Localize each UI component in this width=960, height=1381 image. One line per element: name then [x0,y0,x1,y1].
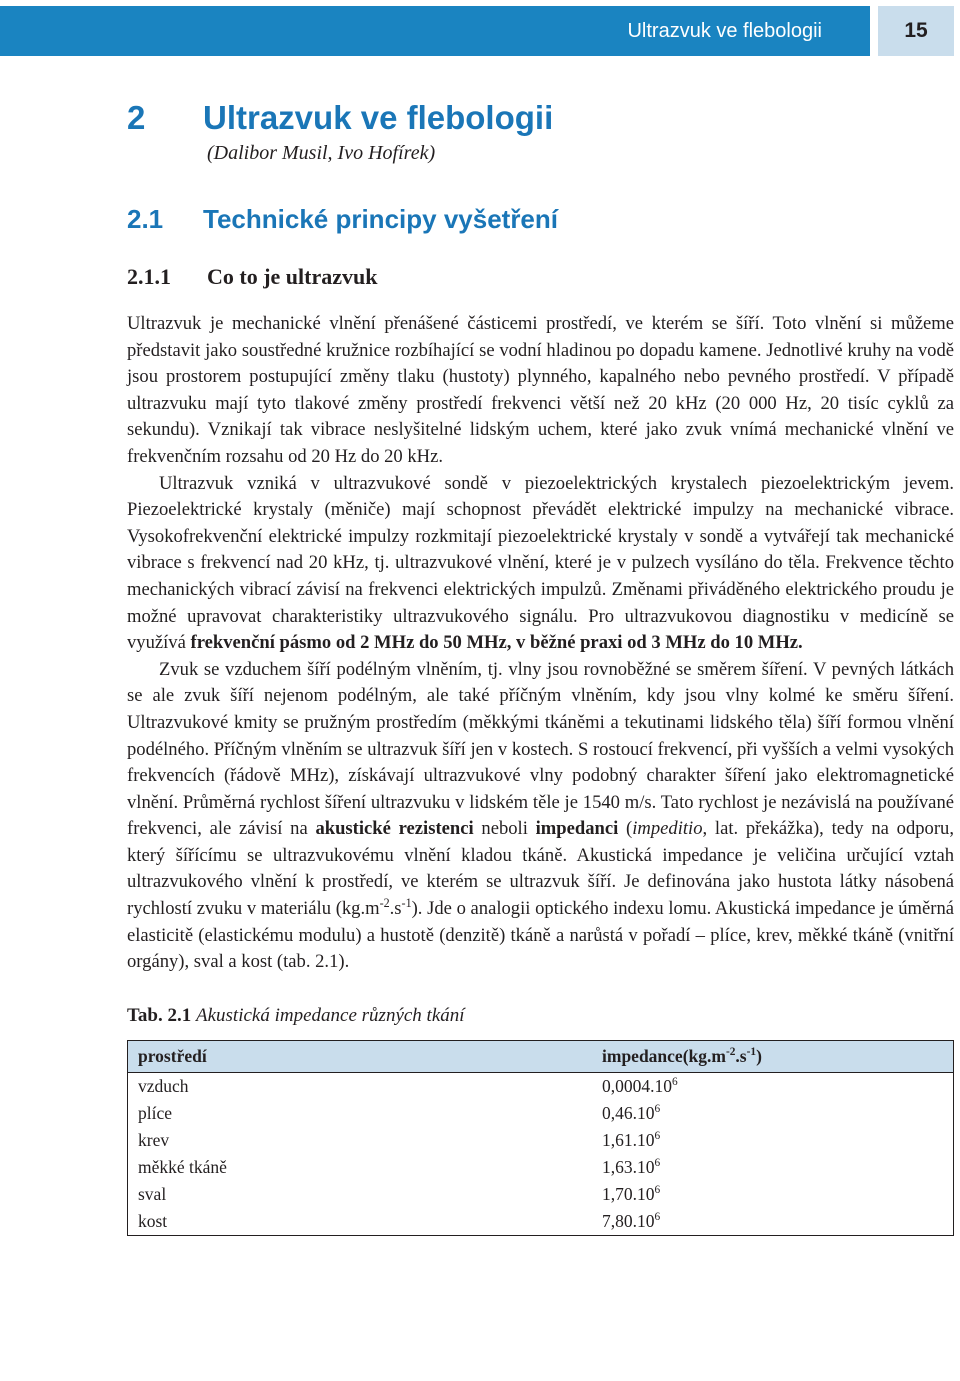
cell-impedance-value: 0,0004.10 [602,1075,672,1096]
impedance-header-exp-2: -1 [746,1046,757,1059]
cell-impedance-exp: 6 [654,1211,661,1224]
unit-exponent-1: -2 [379,895,390,910]
paragraph-3-text-d: , lat. překážka), tedy na odporu, který šířícímu se ultrazvukovému vlnění kladou tkáně. Akustická impedance je veličina určující vztah ultrazvukového vlnění k prostředí, ve kterém se ultrazvuk šíří. Je definována jako hustota látky násobená rychlostí zvuku v materiálu (kg.m [127,818,954,920]
paragraph-3-text-a: Zvuk se vzduchem šíří podélným vlněním, tj. vlny jsou rovnoběžné se směrem šíření. V pevných látkách se ale zvuk šíří nejenom podélným, ale také příčným vlněním, kdy jsou vlny kolmé ke směru šíření. Ultrazvukové kmity se pružným prostředím (měkkými tkáněmi a tekutinami lidského těla) šíří formou vlnění podélného. Příčným vlněním se ultrazvuk šíří jen v kostech. S rostoucí frekvencí, při vyšších a velmi vysokých frekvencích (řádově MHz), získávají ultrazvukové vlny podobný charakter šíření jako elektromagnetické vlnění. Průměrná rychlost šíření ultrazvuku v lidském těle je 1540 m/s. Tato rychlost je nezávislá na používané frekvenci, ale závisí na [127,658,954,840]
term-acoustic-resistance: akustické rezistenci [315,818,474,840]
body-text [127,311,954,976]
paragraph-3-text-b: neboli [473,818,536,840]
paragraph-3 [127,657,954,976]
column-header-impedance [592,1040,954,1072]
cell-impedance [592,1100,954,1127]
cell-medium: měkké tkáně [128,1154,593,1181]
table-caption-label: Tab. 2.1 [127,1004,192,1026]
cell-impedance-exp: 6 [654,1130,661,1143]
impedance-header-end: ) [756,1045,762,1066]
paragraph-3-text-f: ). Jde o analogii optického indexu lomu. Akustická impedance je úměrná elasticitě (elastickému modulu) a hustotě (denzitě) tkáně a narůstá v pořadí – plíce, krev, měkké tkáně (vnitřní orgány), sval a kost (tab. 2.1). [127,898,954,973]
section-title-text: Technické principy vyšetření [203,204,558,234]
page-content [127,96,954,1236]
cell-impedance [592,1208,954,1236]
chapter-title [127,96,954,140]
table-row [128,1154,954,1181]
chapter-title-text: Ultrazvuk ve flebologii [203,99,554,136]
page-number: 15 [878,6,954,56]
term-impedance: impedanci [535,818,619,840]
cell-impedance-value: 1,63.10 [602,1156,655,1177]
table-header-row [128,1040,954,1072]
table-row [128,1181,954,1208]
table-caption-text: Akustická impedance různých tkání [196,1004,465,1026]
impedance-header-mid: .s [735,1045,747,1066]
subsection-title-text: Co to je ultrazvuk [207,264,378,289]
unit-exponent-2: -1 [401,895,412,910]
section-title [127,202,954,236]
cell-medium: plíce [128,1100,593,1127]
cell-medium: krev [128,1127,593,1154]
chapter-number: 2 [127,99,146,136]
section-number: 2.1 [127,204,164,234]
cell-impedance [592,1154,954,1181]
cell-impedance-value: 1,61.10 [602,1129,655,1150]
cell-impedance-exp: 6 [654,1184,661,1197]
subsection-title [127,262,954,292]
table-row [128,1208,954,1236]
impedance-header-text: impedance(kg.m [602,1045,726,1066]
impedance-header-exp-1: -2 [725,1046,736,1059]
cell-impedance-exp: 6 [654,1103,661,1116]
cell-medium: sval [128,1181,593,1208]
cell-medium: kost [128,1208,593,1236]
cell-medium: vzduch [128,1072,593,1100]
cell-impedance-exp: 6 [672,1076,678,1089]
cell-impedance-value: 0,46.10 [602,1102,655,1123]
cell-impedance-exp: 6 [654,1157,661,1170]
table-row [128,1100,954,1127]
paragraph-2 [127,471,954,657]
table-row [128,1127,954,1154]
subsection-number: 2.1.1 [127,264,171,289]
cell-impedance [592,1181,954,1208]
cell-impedance [592,1072,954,1100]
cell-impedance-value: 1,70.10 [602,1183,655,1204]
chapter-authors: (Dalibor Musil, Ivo Hofírek) [207,142,436,164]
paragraph-2-text: Ultrazvuk vzniká v ultrazvukové sondě v piezoelektrických krystalech piezoelektrickým jevem. Piezoelektrické krystaly (měniče) mají schopnost převádět elektrické impulzy na mechanické vibrace. Vysokofrekvenční elektrické impulzy rozkmitají piezoelektrické krystaly v sondě a vytvářejí tak mechanické vibrace s frekvencí nad 20 kHz, tj. ultrazvukové vlnění, které je v pulzech vysíláno do těla. Frekvence těchto mechanických vibrací závisí na frekvenci elektrických impulzů. Změnami přiváděného elektrického proudu je možné upravovat charakteristiky ultrazvukového signálu. Pro ultrazvukovou diagnostiku v medicíně se využívá [127,472,954,654]
running-header [0,6,870,56]
impedance-table [127,1040,954,1236]
table-row [128,1072,954,1100]
column-header-medium: prostředí [128,1040,593,1072]
paragraph-3-text-c: ( [618,818,633,840]
cell-impedance-value: 7,80.10 [602,1210,655,1231]
paragraph-3-text-e: .s [389,898,402,920]
cell-impedance [592,1127,954,1154]
table-caption [127,1002,954,1030]
running-title: Ultrazvuk ve flebologii [627,19,822,42]
term-impeditio: impeditio [632,818,703,840]
paragraph-1: Ultrazvuk je mechanické vlnění přenášené částicemi prostředí, ve kterém se šíří. Toto vlnění si můžeme představit jako soustředné kružnice rozbíhající se vodní hladinou po dopadu kamene. Jednotlivé kruhy na vodě jsou prostorem postupující změny tlaku (hustoty) plynného, kapalného nebo pevného prostředí. V případě ultrazvuku mají tyto tlakové změny prostředí frekvenci větší než 20 kHz (20 000 Hz, 20 tisíc cyklů za sekundu). Vznikají tak vibrace neslyšitelné lidským uchem, které jako zvuk vnímá mechanické vlnění ve frekvenčním rozsahu od 20 Hz do 20 kHz. [127,313,954,467]
paragraph-2-emphasis: frekvenční pásmo od 2 MHz do 50 MHz, v běžné praxi od 3 MHz do 10 MHz. [190,632,803,654]
